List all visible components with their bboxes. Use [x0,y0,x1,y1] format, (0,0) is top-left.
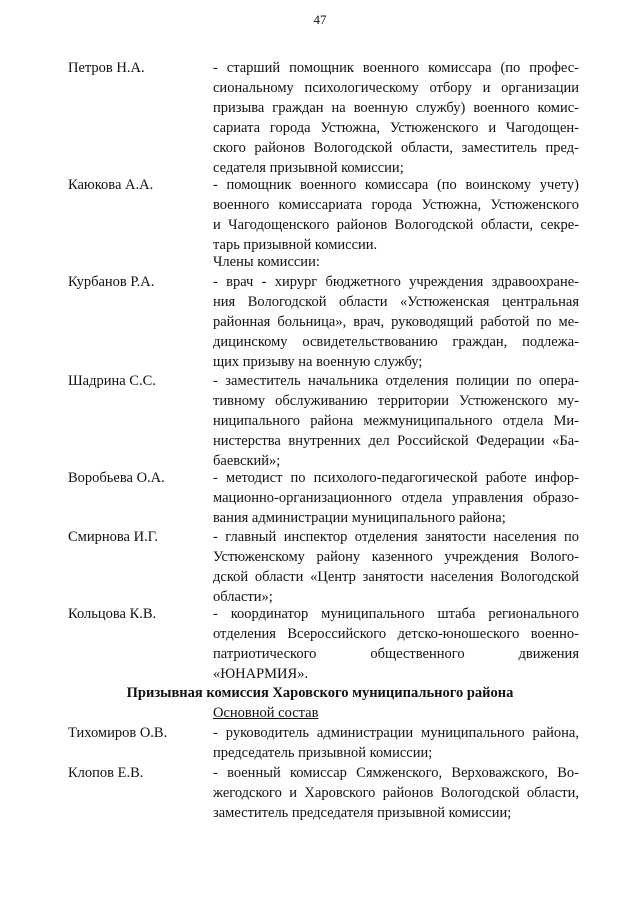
member-role-line: призыва граждан на военную службу) военного комис- [213,100,579,116]
member-role-line: щих призыву на военную службу; [213,354,423,370]
member-role-line: - руководитель администрации муниципального района, [213,725,579,741]
members-label: Члены комиссии: [213,254,320,270]
member-role-line: - врач - хирург бюджетного учреждения здравоохране- [213,274,579,290]
member-role-line: нистерства внутренних дел Российской Федерации «Ба- [213,433,579,449]
member-role-line: патриотического общественного движения [213,646,579,662]
member-role-line: ния Вологодской области «Устюженская центральная [213,294,579,310]
page-number: 47 [313,12,327,27]
member-role-line: военного комиссариата города Устюжна, Устюженского [213,197,579,213]
member-name: Смирнова И.Г. [68,529,159,545]
member-role-line: седателя призывной комиссии; [213,160,404,176]
member-role-line: - методист по психолого-педагогической работе инфор- [213,470,579,486]
member-role-line: области»; [213,589,273,605]
member-name: Шадрина С.С. [68,373,156,389]
member-name: Кольцова К.В. [68,606,157,622]
member-role-line: Устюженскому району казенного учреждения Волого- [213,549,579,565]
member-name: Клопов Е.В. [68,765,144,781]
member-role-line: сиональному психологическому отбору и организации [213,80,579,96]
member-role-line: сариата города Устюжна, Устюженского и Чагодощен- [213,120,579,136]
member-role-line: - главный инспектор отделения занятости населения по [213,529,579,545]
member-role-line: - военный комиссар Сямженского, Верховажского, Во- [213,765,579,781]
member-role-line: вания администрации муниципального района; [213,510,506,526]
member-name: Воробьева О.А. [68,470,165,486]
member-role-line: председатель призывной комиссии; [213,745,433,761]
member-role-line: - заместитель начальника отделения полиции по опера- [213,373,579,389]
member-role-line: дицинскому освидетельствованию граждан, подлежа- [213,334,579,350]
member-role-line: заместитель председателя призывной комиссии; [213,805,512,821]
member-name: Тихомиров О.В. [68,725,168,741]
member-role-line: ского районов Вологодской области, заместитель пред- [213,140,579,156]
member-role-line: - координатор муниципального штаба регионального [213,606,579,622]
member-name: Курбанов Р.А. [68,274,155,290]
member-role-line: баевский»; [213,453,281,469]
member-role-line: - помощник военного комиссара (по воинскому учету) [213,177,579,193]
member-role-line: и Чагодощенского районов Вологодской области, секре- [213,217,579,233]
member-role-line: - старший помощник военного комиссара (по профес- [213,60,579,76]
subheading: Основной состав [213,705,319,721]
member-role-line: тарь призывной комиссии. [213,237,378,253]
member-role-line: ниципального района межмуниципального отдела Ми- [213,413,579,429]
member-role-line: отделения Всероссийского детско-юношеского военно- [213,626,579,642]
member-role-line: тивному обслуживанию территории Устюженского му- [213,393,579,409]
member-role-line: мационно-организационного отдела управления образо- [213,490,579,506]
member-role-line: районная больница», врач, руководящий работой по ме- [213,314,579,330]
member-role-line: жегодского и Харовского районов Вологодской области, [213,785,579,801]
member-name: Петров Н.А. [68,60,145,76]
member-role-line: «ЮНАРМИЯ». [213,666,309,682]
member-role-line: дской области «Центр занятости населения Вологодской [213,569,579,585]
section-heading: Призывная комиссия Харовского муниципального района [126,685,514,701]
member-name: Каюкова А.А. [68,177,154,193]
